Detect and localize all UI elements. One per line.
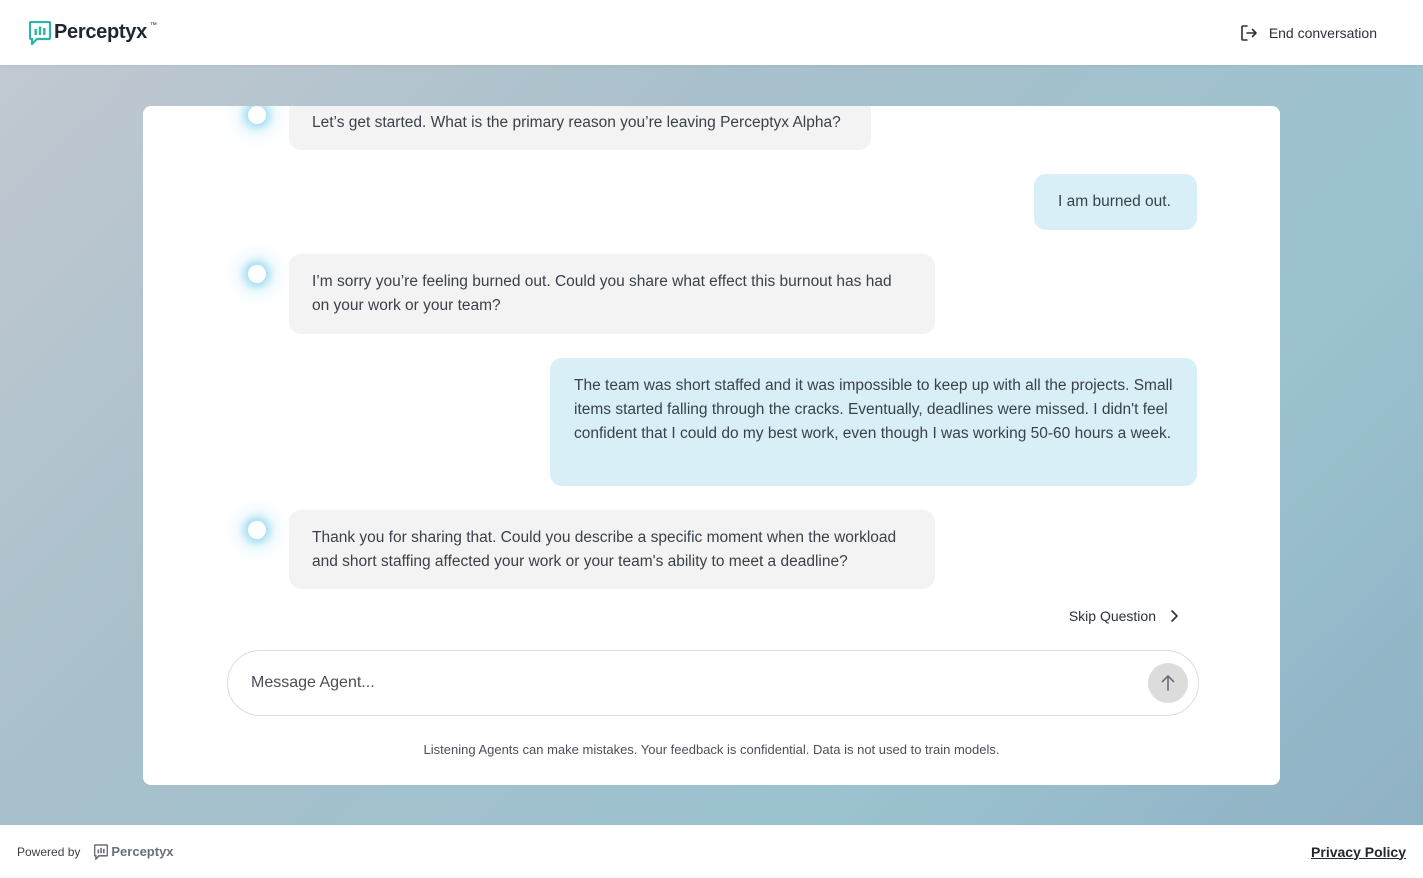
user-message-text: The team was short staffed and it was impossible to keep up with all the projects. Small items started falling through the cracks. Eventually, deadlines were missed. I didn't feel confident that I could do my best work, even though I was working 50-60 hours a week. <box>574 377 1173 442</box>
message-input[interactable] <box>251 674 1148 692</box>
exit-icon <box>1240 24 1258 42</box>
arrow-up-icon <box>1160 674 1176 692</box>
agent-avatar-icon <box>248 521 266 539</box>
footer-brand-name: Perceptyx <box>111 844 174 859</box>
user-message <box>550 358 1197 486</box>
end-conversation-label: End conversation <box>1268 24 1377 41</box>
end-conversation-button[interactable] <box>1240 24 1377 42</box>
powered-by <box>17 844 174 860</box>
disclaimer-text: Listening Agents can make mistakes. Your feedback is confidential. Data is not used to train models. <box>423 742 1000 757</box>
brand-name: Perceptyx <box>54 21 147 43</box>
agent-message-text: Thank you for sharing that. Could you describe a specific moment when the workload and short staffing affected your work or your team's ability to meet a deadline? <box>312 529 897 570</box>
user-message <box>1034 174 1197 230</box>
footer-brand-logo <box>94 844 173 860</box>
user-message-text: I am burned out. <box>1058 193 1171 210</box>
agent-message <box>289 254 935 334</box>
agent-message <box>289 106 871 150</box>
message-composer <box>227 650 1199 716</box>
agent-message-text: Let’s get started. What is the primary reason you’re leaving Perceptyx Alpha? <box>312 114 841 131</box>
powered-by-label: Powered by <box>17 844 81 859</box>
send-button[interactable] <box>1148 663 1188 703</box>
skip-question-label: Skip Question <box>1068 608 1156 624</box>
perceptyx-logo-icon <box>94 844 108 860</box>
agent-avatar-icon <box>248 265 266 283</box>
agent-message-text: I’m sorry you’re feeling burned out. Could you share what effect this burnout has had on your work or your team? <box>312 273 892 314</box>
privacy-policy-link[interactable]: Privacy Policy <box>1311 843 1406 860</box>
chat-panel <box>143 106 1280 785</box>
chevron-right-icon <box>1168 609 1180 623</box>
skip-question-button[interactable] <box>1069 608 1180 624</box>
agent-message <box>289 510 935 589</box>
top-bar <box>0 0 1423 65</box>
agent-avatar-icon <box>248 106 266 124</box>
footer <box>0 825 1423 878</box>
brand-logo <box>29 21 157 45</box>
brand-trademark: ™ <box>149 21 157 29</box>
perceptyx-logo-icon <box>29 21 51 45</box>
